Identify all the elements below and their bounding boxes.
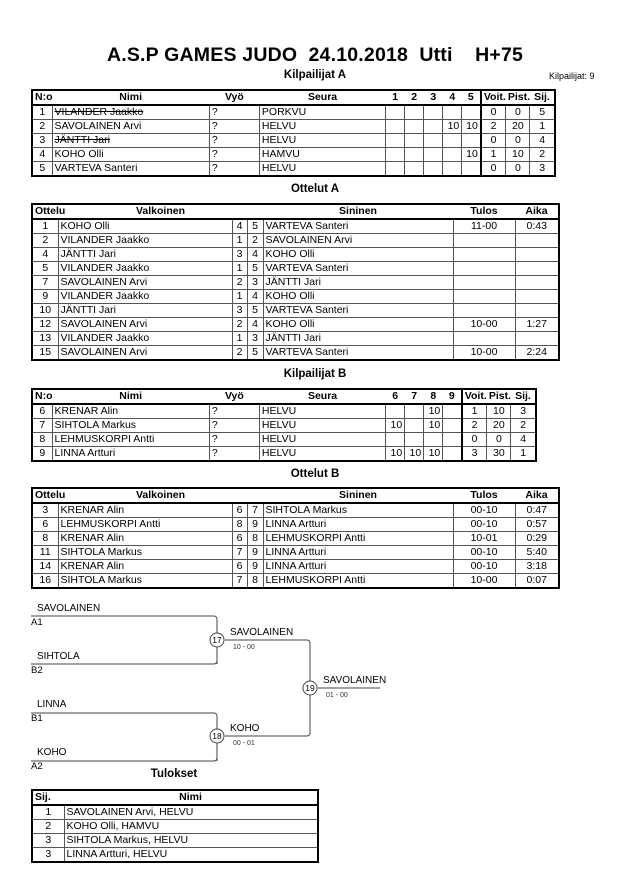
- white-number: 4: [232, 219, 247, 234]
- final-winner: SAVOLAINEN: [323, 675, 387, 686]
- blue-number: 7: [247, 503, 263, 518]
- match-number: 5: [32, 262, 58, 276]
- match-time: 0:47: [515, 503, 559, 518]
- white-number: 1: [232, 262, 247, 276]
- blue-number: 8: [247, 574, 263, 589]
- blue-competitor: LEHMUSKORPI Antti: [263, 532, 453, 546]
- competitor-place: 1: [511, 447, 536, 462]
- competitor-name: VARTEVA Santeri: [52, 162, 209, 177]
- white-number: 2: [232, 318, 247, 332]
- competitor-name: LEHMUSKORPI Antti: [52, 433, 209, 447]
- match-result: 10-01: [453, 532, 515, 546]
- round-score: 10: [405, 447, 424, 462]
- col-header: Sij.: [32, 790, 64, 805]
- match-result: 00-10: [453, 503, 515, 518]
- competitor-name: LINNA Artturi: [52, 447, 209, 462]
- competitor-belt: ?: [209, 162, 259, 177]
- white-number: 2: [232, 346, 247, 361]
- white-competitor: KRENAR Alin: [58, 503, 232, 518]
- white-competitor: SAVOLAINEN Arvi: [58, 346, 232, 361]
- blue-number: 9: [247, 518, 263, 532]
- round-score: 10: [462, 120, 481, 134]
- col-header: 1: [386, 90, 405, 105]
- result-name: LINNA Artturi, HELVU: [64, 848, 318, 863]
- competitor-club: HELVU: [259, 419, 385, 433]
- page-title: A.S.P GAMES JUDO 24.10.2018 Utti H+75: [106, 44, 524, 66]
- bracket-entrant-name: LINNA: [37, 699, 67, 710]
- match-result: 10-00: [453, 346, 515, 361]
- competitor-belt: ?: [209, 148, 259, 162]
- bracket-entrant-name: KOHO: [37, 747, 67, 758]
- blue-competitor: JÄNTTI Jari: [263, 276, 453, 290]
- competitor-wins: 1: [481, 148, 506, 162]
- blue-competitor: LINNA Artturi: [263, 546, 453, 560]
- blue-number: 4: [247, 318, 263, 332]
- match-number: 15: [32, 346, 58, 361]
- col-header: 4: [443, 90, 462, 105]
- competitors-count: Kilpailijat: 9: [549, 71, 595, 81]
- white-number: 3: [232, 304, 247, 318]
- competitor-place: 2: [530, 148, 555, 162]
- white-number: 6: [232, 532, 247, 546]
- match-number: 18: [212, 731, 222, 741]
- results-header-row: [32, 790, 318, 805]
- competitor-points: 20: [487, 419, 511, 433]
- blue-competitor: VARTEVA Santeri: [263, 219, 453, 234]
- col-header: Seura: [259, 90, 385, 105]
- competitor-wins: 0: [481, 134, 506, 148]
- result-row: [32, 820, 318, 834]
- white-number: 7: [232, 546, 247, 560]
- competitor-club: HELVU: [259, 120, 385, 134]
- competitor-points: 0: [506, 134, 530, 148]
- bracket-line-a2: [31, 758, 217, 761]
- competitor-place: 5: [530, 105, 555, 120]
- blue-number: 9: [247, 560, 263, 574]
- round-score: 10: [462, 148, 481, 162]
- col-header: Voit.: [481, 90, 506, 105]
- bracket-entrant-seed: B1: [31, 713, 43, 724]
- competitor-wins: 2: [462, 419, 487, 433]
- round-score: 10: [424, 447, 443, 462]
- matches-a-heading: Ottelut A: [290, 183, 340, 195]
- result-name: SIHTOLA Markus, HELVU: [64, 834, 318, 848]
- blue-number: 8: [247, 532, 263, 546]
- blue-number: 5: [247, 304, 263, 318]
- round-score: 10: [443, 120, 462, 134]
- col-header: Seura: [259, 389, 385, 404]
- competitor-club: HELVU: [259, 404, 385, 419]
- results-table: [31, 789, 319, 863]
- competitor-club: HELVU: [259, 134, 385, 148]
- match-result: 00-10: [453, 546, 515, 560]
- competitor-club: HELVU: [259, 447, 385, 462]
- match-number: 14: [32, 560, 58, 574]
- competitor-place: 3: [530, 162, 555, 177]
- match-number: 9: [32, 290, 58, 304]
- competitor-club: HAMVU: [259, 148, 385, 162]
- competitor-number: 8: [32, 433, 52, 447]
- white-number: 6: [232, 503, 247, 518]
- round-score: 10: [386, 419, 405, 433]
- white-number: 6: [232, 560, 247, 574]
- competitor-number: 7: [32, 419, 52, 433]
- competitor-place: 3: [511, 404, 536, 419]
- bracket-entrant-name: SIHTOLA: [37, 651, 80, 662]
- result-name: KOHO Olli, HAMVU: [64, 820, 318, 834]
- col-header: 2: [405, 90, 424, 105]
- blue-competitor: VARTEVA Santeri: [263, 346, 453, 361]
- competitor-name: JÄNTTI Jari: [52, 134, 209, 148]
- competitor-club: HELVU: [259, 162, 385, 177]
- round-score: 10: [386, 447, 405, 462]
- competitor-name: KRENAR Alin: [52, 404, 209, 419]
- competitor-number: 1: [32, 105, 52, 120]
- white-competitor: VILANDER Jaakko: [58, 262, 232, 276]
- white-competitor: KOHO Olli: [58, 219, 232, 234]
- col-header: Vyö: [209, 389, 259, 404]
- match-time: 5:40: [515, 546, 559, 560]
- bracket-entrant-name: SAVOLAINEN: [37, 603, 101, 614]
- competitor-points: 10: [487, 404, 511, 419]
- match-result: 00-10: [453, 518, 515, 532]
- competitor-place: 2: [511, 419, 536, 433]
- competitor-points: 10: [506, 148, 530, 162]
- blue-competitor: KOHO Olli: [263, 290, 453, 304]
- result-name: SAVOLAINEN Arvi, HELVU: [64, 805, 318, 820]
- final-score: 01 - 00: [326, 692, 348, 699]
- round-score: 10: [424, 404, 443, 419]
- match-number: 2: [32, 234, 58, 248]
- col-header: 3: [424, 90, 443, 105]
- competitor-belt: ?: [209, 404, 259, 419]
- match-number: 1: [32, 219, 58, 234]
- white-number: 1: [232, 290, 247, 304]
- col-header: Tulos: [453, 488, 515, 503]
- match-number: 3: [32, 503, 58, 518]
- white-competitor: KRENAR Alin: [58, 532, 232, 546]
- match-number: 10: [32, 304, 58, 318]
- match-number: 16: [32, 574, 58, 589]
- competitor-belt: ?: [209, 447, 259, 462]
- col-header: 9: [443, 389, 462, 404]
- results-heading: Tulokset: [150, 768, 198, 780]
- white-number: 7: [232, 574, 247, 589]
- blue-competitor: SIHTOLA Markus: [263, 503, 453, 518]
- result-row: [32, 848, 318, 863]
- competitor-points: 0: [506, 105, 530, 120]
- match-number: 11: [32, 546, 58, 560]
- blue-number: 3: [247, 332, 263, 346]
- result-place: 3: [32, 834, 64, 848]
- blue-number: 4: [247, 248, 263, 262]
- col-header: 7: [405, 389, 424, 404]
- competitor-belt: ?: [209, 120, 259, 134]
- competitor-belt: ?: [209, 433, 259, 447]
- col-header: 6: [386, 389, 405, 404]
- white-competitor: SAVOLAINEN Arvi: [58, 276, 232, 290]
- col-header: Pist.: [488, 390, 512, 402]
- semifinal-winner: SAVOLAINEN: [230, 627, 294, 638]
- bracket-line-sf1: [225, 640, 310, 734]
- blue-competitor: LINNA Artturi: [263, 560, 453, 574]
- col-header: 8: [424, 389, 443, 404]
- col-header: Aika: [515, 204, 559, 219]
- match-time: 0:57: [515, 518, 559, 532]
- col-header: Nimi: [52, 90, 209, 105]
- match-time: 2:24: [515, 346, 559, 361]
- col-header: Valkoinen: [58, 488, 263, 503]
- match-number: 17: [212, 635, 222, 645]
- competitor-place: 4: [530, 134, 555, 148]
- semifinal-winner: KOHO: [230, 723, 260, 734]
- white-number: 1: [232, 332, 247, 346]
- blue-competitor: KOHO Olli: [263, 318, 453, 332]
- col-header: Sij.: [530, 90, 555, 105]
- white-competitor: SIHTOLA Markus: [58, 574, 232, 589]
- white-competitor: KRENAR Alin: [58, 560, 232, 574]
- competitor-wins: 0: [481, 162, 506, 177]
- blue-number: 5: [247, 262, 263, 276]
- competitor-number: 2: [32, 120, 52, 134]
- col-header: N:o: [32, 90, 52, 105]
- result-place: 3: [32, 848, 64, 863]
- blue-competitor: JÄNTTI Jari: [263, 332, 453, 346]
- pool-a-heading: Kilpailijat A: [283, 69, 347, 81]
- result-row: [32, 805, 318, 820]
- white-number: 3: [232, 248, 247, 262]
- col-header: Ottelu: [32, 204, 58, 219]
- blue-competitor: LINNA Artturi: [263, 518, 453, 532]
- col-header: Voit.: [462, 389, 487, 404]
- competitor-place: 1: [530, 120, 555, 134]
- white-competitor: LEHMUSKORPI Antti: [58, 518, 232, 532]
- competitor-wins: 3: [462, 447, 487, 462]
- competitor-name: SAVOLAINEN Arvi: [52, 120, 209, 134]
- match-number: 13: [32, 332, 58, 346]
- semifinal-score: 10 - 00: [233, 644, 255, 651]
- match-number: 4: [32, 248, 58, 262]
- match-time: 0:07: [515, 574, 559, 589]
- col-header: Tulos: [453, 204, 515, 219]
- col-header: 5: [462, 90, 481, 105]
- match-result: 10-00: [453, 574, 515, 589]
- match-number: 8: [32, 532, 58, 546]
- match-result: 10-00: [453, 318, 515, 332]
- match-time: 0:43: [515, 219, 559, 234]
- competitor-points: 20: [506, 120, 530, 134]
- white-competitor: SAVOLAINEN Arvi: [58, 318, 232, 332]
- white-number: 8: [232, 518, 247, 532]
- result-place: 2: [32, 820, 64, 834]
- competitor-belt: ?: [209, 134, 259, 148]
- white-number: 2: [232, 276, 247, 290]
- competitor-name: KOHO Olli: [52, 148, 209, 162]
- blue-competitor: LEHMUSKORPI Antti: [263, 574, 453, 589]
- bracket-entrant-seed: B2: [31, 665, 43, 676]
- matches-b-heading: Ottelut B: [290, 468, 340, 480]
- bracket-entrant-seed: A2: [31, 761, 43, 772]
- white-number: 1: [232, 234, 247, 248]
- match-time: 0:29: [515, 532, 559, 546]
- competitor-club: PORKVU: [259, 105, 385, 120]
- match-number: 6: [32, 518, 58, 532]
- blue-number: 9: [247, 546, 263, 560]
- pool-b-heading: Kilpailijat B: [283, 368, 347, 380]
- competitor-number: 9: [32, 447, 52, 462]
- match-result: 00-10: [453, 560, 515, 574]
- blue-number: 2: [247, 234, 263, 248]
- col-header: Nimi: [64, 790, 318, 805]
- col-header: Sininen: [263, 488, 453, 503]
- competitor-number: 5: [32, 162, 52, 177]
- white-competitor: VILANDER Jaakko: [58, 332, 232, 346]
- competitor-number: 6: [32, 404, 52, 419]
- white-competitor: VILANDER Jaakko: [58, 290, 232, 304]
- competitor-belt: ?: [209, 419, 259, 433]
- blue-competitor: KOHO Olli: [263, 248, 453, 262]
- col-header: Nimi: [52, 389, 209, 404]
- col-header: N:o: [32, 389, 52, 404]
- match-number: 12: [32, 318, 58, 332]
- competitor-name: SIHTOLA Markus: [52, 419, 209, 433]
- competitor-wins: 0: [481, 105, 506, 120]
- col-header: Aika: [515, 488, 559, 503]
- competitor-points: 0: [487, 433, 511, 447]
- blue-number: 4: [247, 290, 263, 304]
- competitor-wins: 1: [462, 404, 487, 419]
- col-header: Vyö: [209, 90, 259, 105]
- match-time: 3:18: [515, 560, 559, 574]
- col-header: Valkoinen: [58, 204, 263, 219]
- blue-number: 3: [247, 276, 263, 290]
- result-place: 1: [32, 805, 64, 820]
- blue-number: 5: [247, 219, 263, 234]
- competitor-belt: ?: [209, 105, 259, 120]
- match-number: 19: [305, 683, 315, 693]
- white-competitor: JÄNTTI Jari: [58, 248, 232, 262]
- competitor-name: VILANDER Jaakko: [52, 105, 209, 120]
- competitor-points: 0: [506, 162, 530, 177]
- white-competitor: SIHTOLA Markus: [58, 546, 232, 560]
- col-header: Sij.: [511, 389, 536, 404]
- competitor-wins: 0: [462, 433, 487, 447]
- col-header: Ottelu: [32, 488, 58, 503]
- blue-competitor: VARTEVA Santeri: [263, 304, 453, 318]
- competitor-wins: 2: [481, 120, 506, 134]
- white-competitor: JÄNTTI Jari: [58, 304, 232, 318]
- competitor-number: 4: [32, 148, 52, 162]
- competitor-club: HELVU: [259, 433, 385, 447]
- semifinal-score: 00 - 01: [233, 740, 255, 747]
- competitor-number: 3: [32, 134, 52, 148]
- bracket-entrant-seed: A1: [31, 617, 43, 628]
- blue-number: 5: [247, 346, 263, 361]
- match-number: 7: [32, 276, 58, 290]
- white-competitor: VILANDER Jaakko: [58, 234, 232, 248]
- result-row: [32, 834, 318, 848]
- col-header: Pist.: [507, 91, 531, 103]
- col-header: Sininen: [263, 204, 453, 219]
- round-score: 10: [424, 419, 443, 433]
- competitor-points: 30: [487, 447, 511, 462]
- competitor-place: 4: [511, 433, 536, 447]
- blue-competitor: SAVOLAINEN Arvi: [263, 234, 453, 248]
- match-result: 11-00: [453, 219, 515, 234]
- blue-competitor: VARTEVA Santeri: [263, 262, 453, 276]
- match-time: 1:27: [515, 318, 559, 332]
